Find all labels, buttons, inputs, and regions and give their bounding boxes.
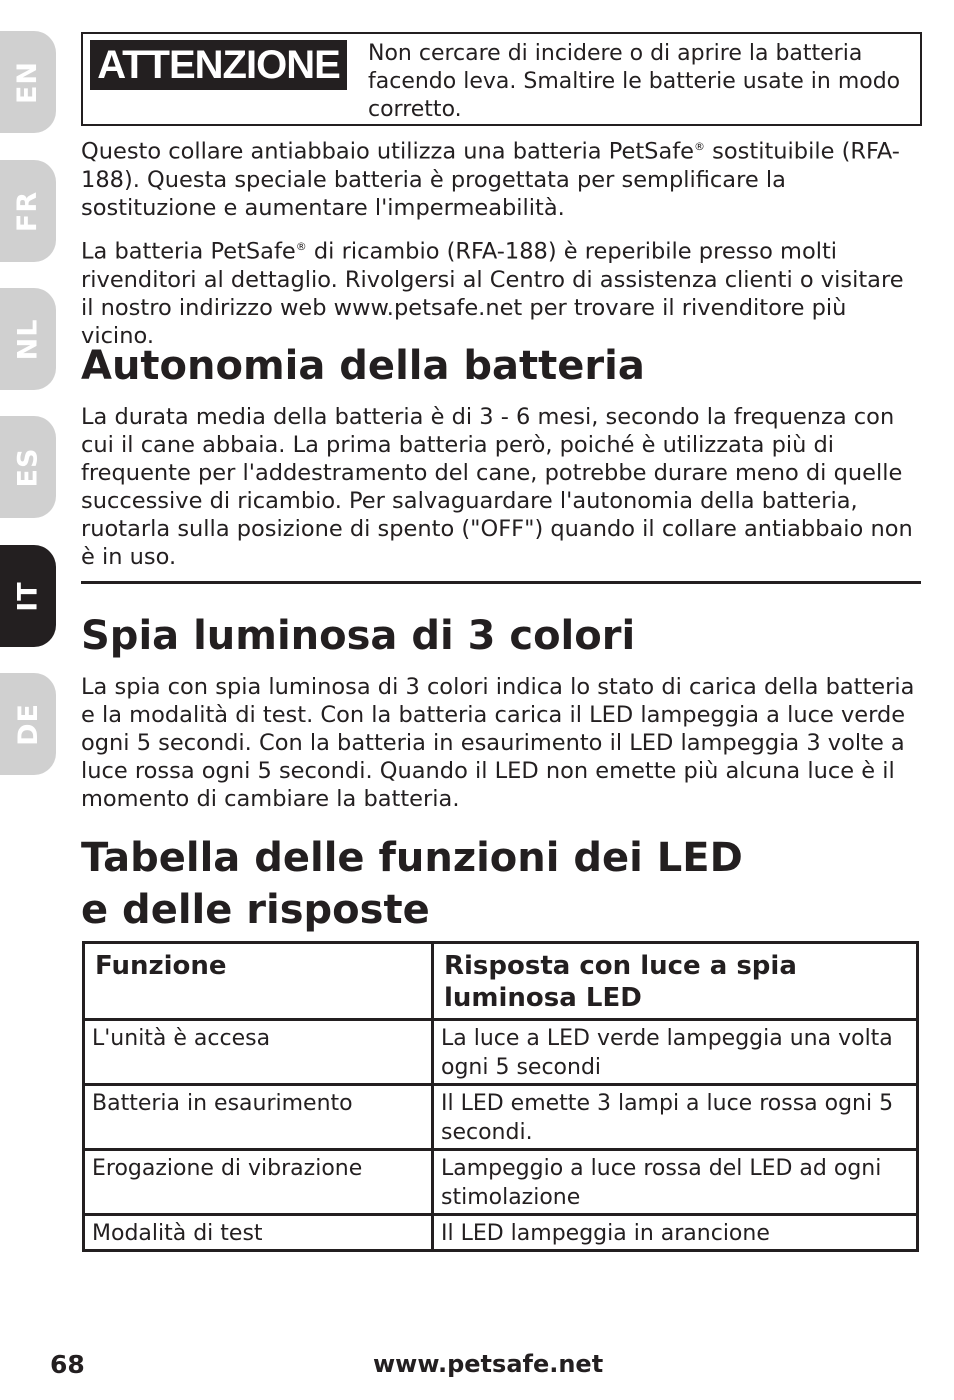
- table-row: [84, 1020, 918, 1085]
- registered-mark: ®: [694, 140, 706, 153]
- table-cell-function: L'unità è accesa: [84, 1020, 433, 1085]
- led-table-heading-line1: Tabella delle funzioni dei LED: [81, 835, 743, 881]
- tab-it[interactable]: [0, 545, 56, 647]
- column-header-function: Funzione: [84, 943, 433, 1020]
- tab-de[interactable]: [0, 673, 56, 775]
- table-cell-function: Batteria in esaurimento: [84, 1085, 433, 1150]
- intro-paragraph-1: [81, 133, 921, 222]
- page-number: 68: [50, 1350, 85, 1379]
- tab-es[interactable]: [0, 416, 56, 518]
- warning-text: Non cercare di incidere o di aprire la batteria facendo leva. Smaltire le batterie usate in modo corretto.: [368, 41, 901, 122]
- table-header-row: [84, 943, 918, 1020]
- intro-p2-after: di ricambio (RFA-188) è reperibile presso molti rivenditori al dettaglio. Rivolgersi al Centro di assistenza clienti o visitare il nostro indirizzo web www.petsafe.net per trovare il rivenditore più vicino.: [81, 238, 904, 349]
- table-row: [84, 1215, 918, 1251]
- battery-life-heading: Autonomia della batteria: [81, 343, 645, 389]
- battery-life-text: La durata media della batteria è di 3 - 6 mesi, secondo la frequenza con cui il cane abbaia. La prima batteria però, poiché è utilizzata più di frequente per l'addestramento del cane, potrebbe durare meno di quelle successive di ricambio. Per salvaguardare l'autonomia della batteria, ruotarla sulla posizione di spento ("OFF") quando il collare antiabbaio non è in uso.: [81, 404, 913, 570]
- table-cell-function: Modalità di test: [84, 1215, 433, 1251]
- table-cell-response: Il LED lampeggia in arancione: [433, 1215, 918, 1251]
- intro-paragraph-2: [81, 233, 921, 350]
- led-function-table: [82, 941, 919, 1252]
- table-cell-response: Il LED emette 3 lampi a luce rossa ogni 5 secondi.: [433, 1085, 918, 1150]
- table-row: [84, 1085, 918, 1150]
- tab-fr-label: FR: [12, 190, 44, 232]
- intro-p1-after: sostituibile (RFA-188). Questa speciale batteria è progettata per semplificare la sostituzione e aumentare l'impermeabilità.: [81, 138, 900, 221]
- tab-es-label: ES: [12, 447, 44, 487]
- table-cell-response: La luce a LED verde lampeggia una volta ogni 5 secondi: [433, 1020, 918, 1085]
- tab-nl[interactable]: [0, 288, 56, 390]
- footer-url[interactable]: www.petsafe.net: [373, 1350, 604, 1378]
- led-table-heading: [81, 832, 921, 936]
- table-row: [84, 1150, 918, 1215]
- tab-nl-label: NL: [12, 318, 44, 360]
- intro-p2-before: La batteria PetSafe: [81, 238, 296, 265]
- tab-en-label: EN: [12, 60, 44, 104]
- column-header-response: Risposta con luce a spia luminosa LED: [433, 943, 918, 1020]
- intro-p1-before: Questo collare antiabbaio utilizza una batteria PetSafe: [81, 138, 695, 165]
- table-cell-function: Erogazione di vibrazione: [84, 1150, 433, 1215]
- indicator-text: La spia con spia luminosa di 3 colori indica lo stato di carica della batteria e la modalità di test. Con la batteria carica il LED lampeggia a luce verde ogni 5 secondi. Con la batteria in esaurimento il LED lampeggia 3 volte a luce rossa ogni 5 secondi. Quando il LED non emette più alcuna luce è il momento di cambiare la batteria.: [81, 674, 915, 812]
- registered-mark: ®: [295, 240, 307, 253]
- section-divider: [81, 581, 921, 584]
- indicator-heading: Spia luminosa di 3 colori: [81, 613, 636, 659]
- tab-de-label: DE: [12, 702, 44, 746]
- tab-en[interactable]: [0, 31, 56, 133]
- led-table-heading-line2: e delle risposte: [81, 887, 430, 933]
- tab-it-label: IT: [12, 580, 44, 612]
- warning-label: ATTENZIONE: [90, 40, 347, 90]
- table-cell-response: Lampeggio a luce rossa del LED ad ogni stimolazione: [433, 1150, 918, 1215]
- tab-fr[interactable]: [0, 160, 56, 262]
- warning-box: [81, 32, 922, 126]
